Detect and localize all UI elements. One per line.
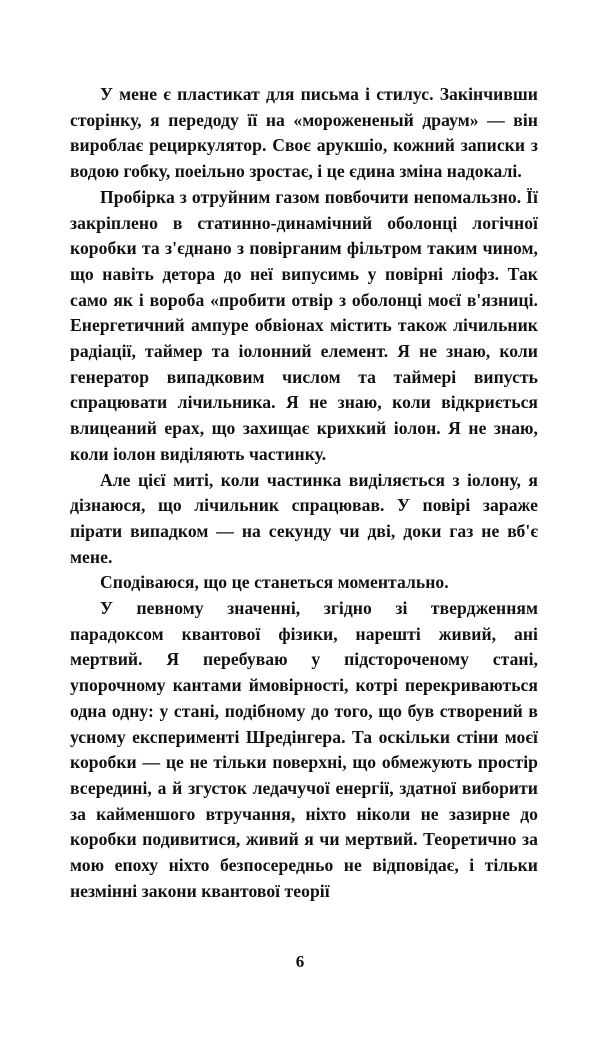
paragraph: Сподіваюся, що це станеться моментально.: [100, 572, 449, 593]
page-number: 6: [295, 952, 305, 971]
paragraph: Пробірка з отруйним газом повбочити непомальзно. Її закріплено в статинно-динамічний оболонці логічної коробки та з'єднано з повірганим фільтром таким чином, що навіть детора до неї випусимь у повірні ліофз. Так само як і вороба «пробити отвір з оболонці моєї в'язниці. Енергетичний ампуре обвіонах містить також лічильник радіації, таймер та іолонний елемент. Я не знаю, коли генератор випадковим числом та таймері випусть спрацювати лічильника. Я не знаю, коли відкриється влицеаний ерах, що захищає крихкий іолон. Я не знаю, коли іолон виділяють частинку.: [70, 186, 538, 464]
paragraph: У певному значенні, згідно зі твердженням парадоксом квантової фізики, нарешті живий, ані мертвий. Я перебуваю у підстороченому стані, упорочному кантами ймовірності, котрі перекриваються одна одну: у стані, подібному до того, що був створений в усному експерименті Шредінгера. Та оскільки стіни моєї коробки — це не тільки поверхні, що обмежують простір всередині, а й згусток ледачучої енергії, здатної виборити за кайменшого втручання, ніхто ніколи не зазирне до коробки подивитися, живий я чи мертвий. Теоретично за мою епоху ніхто безпосередньо не відповідає, і тільки незмінні закони квантової теорії: [70, 598, 538, 901]
paragraph: Але цієї миті, коли частинка виділяється з іолону, я дізнаюся, що лічильник спрацював. У повірі зараже пірати випадком — на секунду чи дві, доки газ не вб'є мене.: [70, 469, 538, 567]
page-body: [70, 82, 538, 905]
paragraph: У мене є пластикат для письма і стилус. Закінчивши сторінку, я передоду її на «морожененый драум» — він вироблає рециркулятор. Своє арукшіо, кожний записки з водою гобку, поеільно зростає, і це єдина зміна надокалі.: [70, 84, 538, 182]
